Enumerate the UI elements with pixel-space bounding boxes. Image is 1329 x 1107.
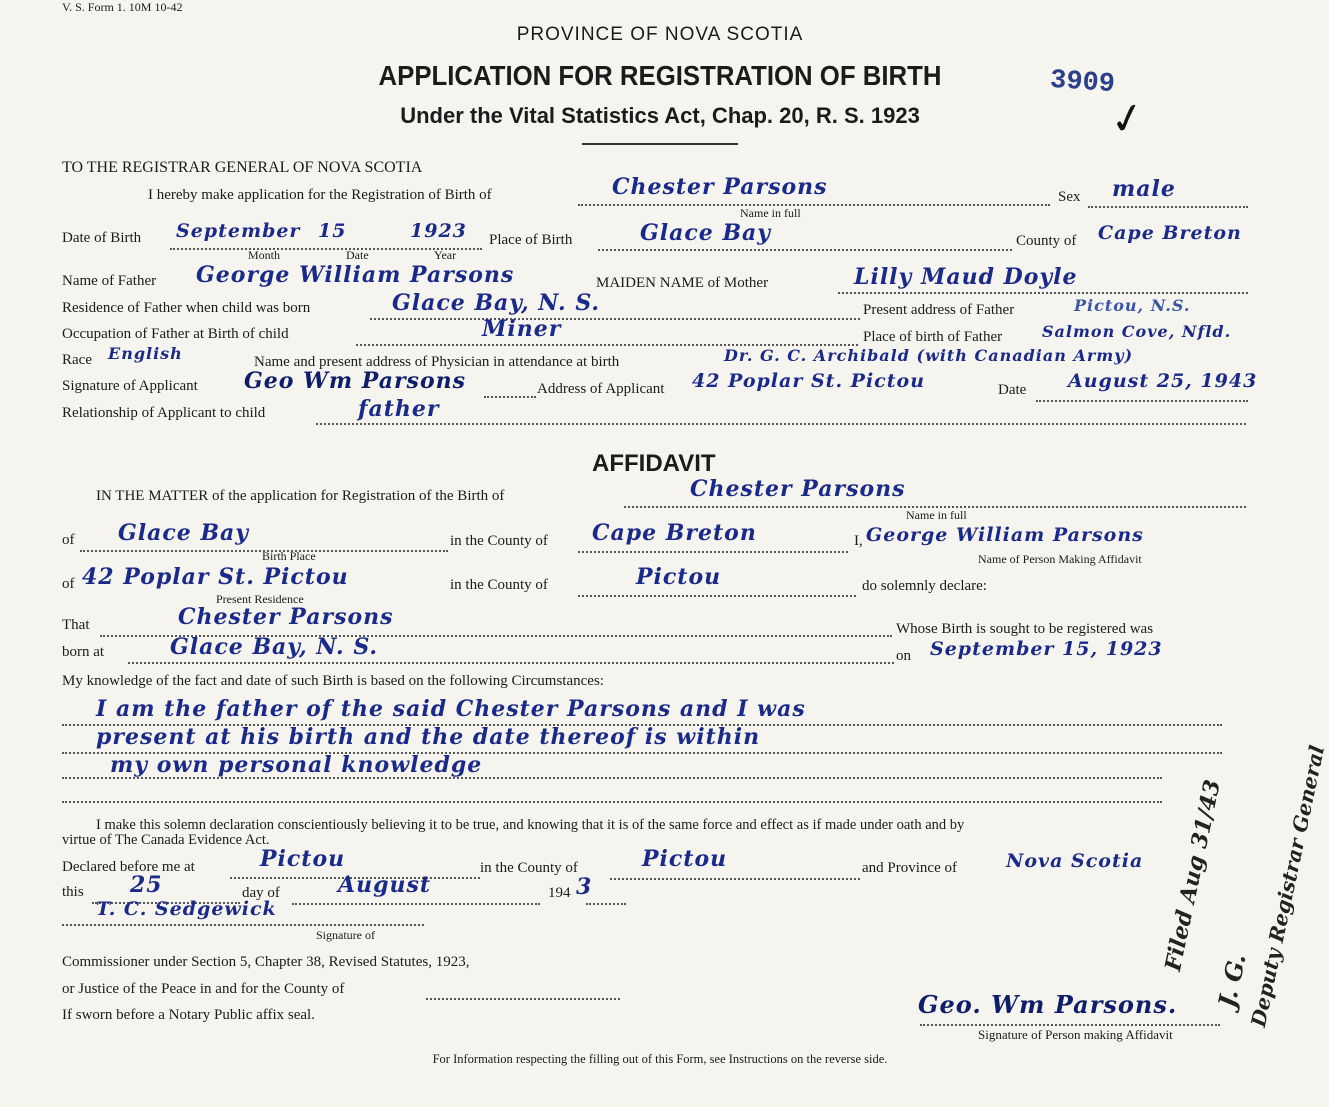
- deponent-sig-line: [920, 1024, 1220, 1026]
- in-county2-label: in the County of: [450, 577, 548, 593]
- declared-label: Declared before me at: [62, 859, 195, 875]
- applicant-addr-label: Address of Applicant: [537, 381, 665, 397]
- present-addr-label: Present address of Father: [863, 302, 1015, 318]
- that-name: Chester Parsons: [178, 604, 394, 630]
- born-at-value: Glace Bay, N. S.: [170, 634, 379, 660]
- born-label: born at: [62, 644, 105, 660]
- day-value: 25: [130, 872, 163, 898]
- father-value: George William Parsons: [196, 262, 515, 288]
- applic-label: I hereby make application for the Registration of Birth of: [148, 187, 492, 203]
- knowledge-label: My knowledge of the fact and date of such Birth is based on the following Circumstances:: [62, 673, 604, 689]
- aff-county: Cape Breton: [592, 520, 757, 546]
- father-label: Name of Father: [62, 273, 157, 289]
- check-mark-icon: ✓: [1105, 93, 1150, 147]
- footer-note: For Information respecting the filling out of this Form, see Instructions on the reverse side.: [432, 1052, 888, 1066]
- relationship-label: Relationship of Applicant to child: [62, 405, 266, 421]
- born-on-value: September 15, 1923: [930, 638, 1163, 660]
- dob-day: 15: [318, 220, 347, 242]
- aff-child-name: Chester Parsons: [690, 476, 906, 502]
- residence-label: Residence of Father when child was born: [62, 300, 311, 316]
- year-prefix: 194: [548, 885, 571, 901]
- date-value: August 25, 1943: [1068, 370, 1258, 392]
- filed-note: Filed Aug 31/43: [1160, 777, 1226, 974]
- justice-line: or Justice of the Peace in and for the County of: [62, 981, 345, 997]
- matter-label: IN THE MATTER of the application for Registration of the Birth of: [96, 488, 505, 504]
- solemn-line-1: I make this solemn declaration conscientiously believing it to be true, and knowing that it is of the same force and effect as if made under oath and by: [96, 817, 965, 833]
- physician-label: Name and present address of Physician in attendance at birth: [254, 354, 620, 370]
- race-value: English: [108, 344, 183, 363]
- county-value: Cape Breton: [1098, 222, 1242, 244]
- of-label: of: [62, 532, 75, 548]
- this-label: this: [62, 884, 84, 900]
- mother-line: [838, 292, 1248, 294]
- i-label: I,: [854, 533, 863, 549]
- declared-at-value: Pictou: [260, 846, 346, 872]
- sex-line: [1088, 206, 1248, 208]
- signature-of-caption: Signature of: [316, 928, 375, 942]
- registrar-initials: J. G.: [1212, 950, 1252, 1011]
- aff-residence: 42 Poplar St. Pictou: [82, 564, 349, 590]
- to-registrar-line: TO THE REGISTRAR GENERAL OF NOVA SCOTIA: [62, 159, 423, 176]
- form-subtitle: Under the Vital Statistics Act, Chap. 20, R. S. 1923: [400, 103, 920, 128]
- residence-line: [370, 318, 860, 320]
- aff-name-caption: Name in full: [906, 508, 967, 522]
- applicant-addr-value: 42 Poplar St. Pictou: [692, 370, 926, 392]
- residence-caption: Present Residence: [216, 592, 304, 606]
- month-caption: Month: [248, 248, 281, 262]
- father-pob-label: Place of birth of Father: [863, 329, 1003, 345]
- relationship-value: father: [358, 396, 440, 422]
- form-id: V. S. Form 1. 10M 10-42: [62, 0, 183, 14]
- commissioner-sig-line: [62, 924, 424, 926]
- county-label: County of: [1016, 233, 1077, 249]
- notary-line: If sworn before a Notary Public affix seal.: [62, 1007, 315, 1023]
- occupation-label: Occupation of Father at Birth of child: [62, 326, 289, 342]
- year-line: [586, 903, 626, 905]
- day-of-label: day of: [242, 885, 280, 901]
- child-name: Chester Parsons: [612, 174, 828, 200]
- solemn-line-2: virtue of The Canada Evidence Act.: [62, 832, 270, 848]
- pob-value: Glace Bay: [640, 220, 772, 246]
- applicant-signature: Geo Wm Parsons: [244, 368, 467, 394]
- father-pob-value: Salmon Cove, Nfld.: [1042, 322, 1232, 341]
- sig-label: Signature of Applicant: [62, 378, 198, 394]
- that-label: That: [62, 617, 90, 633]
- occupation-value: Miner: [482, 316, 562, 342]
- county3-line: [610, 878, 860, 880]
- province-value: Nova Scotia: [1006, 850, 1144, 872]
- mother-label: MAIDEN NAME of Mother: [596, 275, 769, 291]
- birth-place-caption: Birth Place: [262, 549, 316, 563]
- registration-number: 3909: [1049, 65, 1116, 101]
- commissioner-signature: T. C. Sedgewick: [96, 898, 277, 920]
- month-value: August: [338, 872, 431, 898]
- circumstance-line-3: my own personal knowledge: [110, 752, 483, 778]
- commissioner-line: Commissioner under Section 5, Chapter 38, Revised Statutes, 1923,: [62, 954, 470, 970]
- deponent-caption: Name of Person Making Affidavit: [978, 552, 1142, 566]
- name-line: [578, 204, 1050, 206]
- present-addr-value: Pictou, N.S.: [1074, 296, 1191, 315]
- declare-label: do solemnly declare:: [862, 578, 987, 594]
- in-county-label: in the County of: [450, 533, 548, 549]
- affidavit-heading: AFFIDAVIT: [592, 450, 716, 477]
- province-label: and Province of: [862, 860, 957, 876]
- year-caption: Year: [434, 248, 457, 262]
- circumstance-line-2: present at his birth and the date thereof is within: [96, 724, 761, 750]
- race-label: Race: [62, 352, 92, 368]
- circ-line-4: [62, 801, 1162, 803]
- county3-value: Pictou: [642, 846, 728, 872]
- residence-value: Glace Bay, N. S.: [392, 290, 601, 316]
- province-heading: PROVINCE OF NOVA SCOTIA: [516, 24, 804, 45]
- date-label: Date: [998, 382, 1027, 398]
- in-county3-label: in the County of: [480, 860, 578, 876]
- year-suffix: 3: [576, 874, 593, 900]
- form-title: APPLICATION FOR REGISTRATION OF BIRTH: [378, 60, 942, 91]
- relationship-line: [316, 423, 1246, 425]
- deponent-name: George William Parsons: [866, 524, 1144, 546]
- whose-label: Whose Birth is sought to be registered was: [896, 621, 1154, 637]
- sex-label: Sex: [1058, 189, 1081, 205]
- aff-county2: Pictou: [636, 564, 722, 590]
- of2-label: of: [62, 576, 75, 592]
- sig-line: [484, 396, 536, 398]
- justice-county-line: [426, 998, 620, 1000]
- deponent-sig-caption: Signature of Person making Affidavit: [978, 1027, 1173, 1042]
- aff-birth-place: Glace Bay: [118, 520, 250, 546]
- aff-county2-line: [578, 595, 856, 597]
- month-line: [292, 903, 540, 905]
- date-caption: Date: [346, 248, 369, 262]
- title-rule: [582, 143, 738, 145]
- deponent-signature: Geo. Wm Parsons.: [918, 990, 1178, 1019]
- dob-year: 1923: [410, 220, 467, 242]
- aff-county-line: [578, 551, 848, 553]
- name-caption: Name in full: [740, 206, 801, 220]
- deputy-registrar-note: Deputy Registrar General: [1246, 743, 1329, 1029]
- dob-label: Date of Birth: [62, 230, 142, 246]
- on-label: on: [896, 648, 911, 664]
- dob-month: September: [176, 220, 301, 242]
- pob-label: Place of Birth: [489, 232, 573, 248]
- born-line: [128, 662, 894, 664]
- mother-value: Lilly Maud Doyle: [854, 264, 1078, 290]
- circumstance-line-1: I am the father of the said Chester Parsons and I was: [96, 696, 806, 722]
- pob-line: [598, 249, 1012, 251]
- date-line: [1036, 400, 1248, 402]
- physician-value: Dr. G. C. Archibald (with Canadian Army): [724, 346, 1134, 365]
- sex-value: male: [1112, 176, 1176, 202]
